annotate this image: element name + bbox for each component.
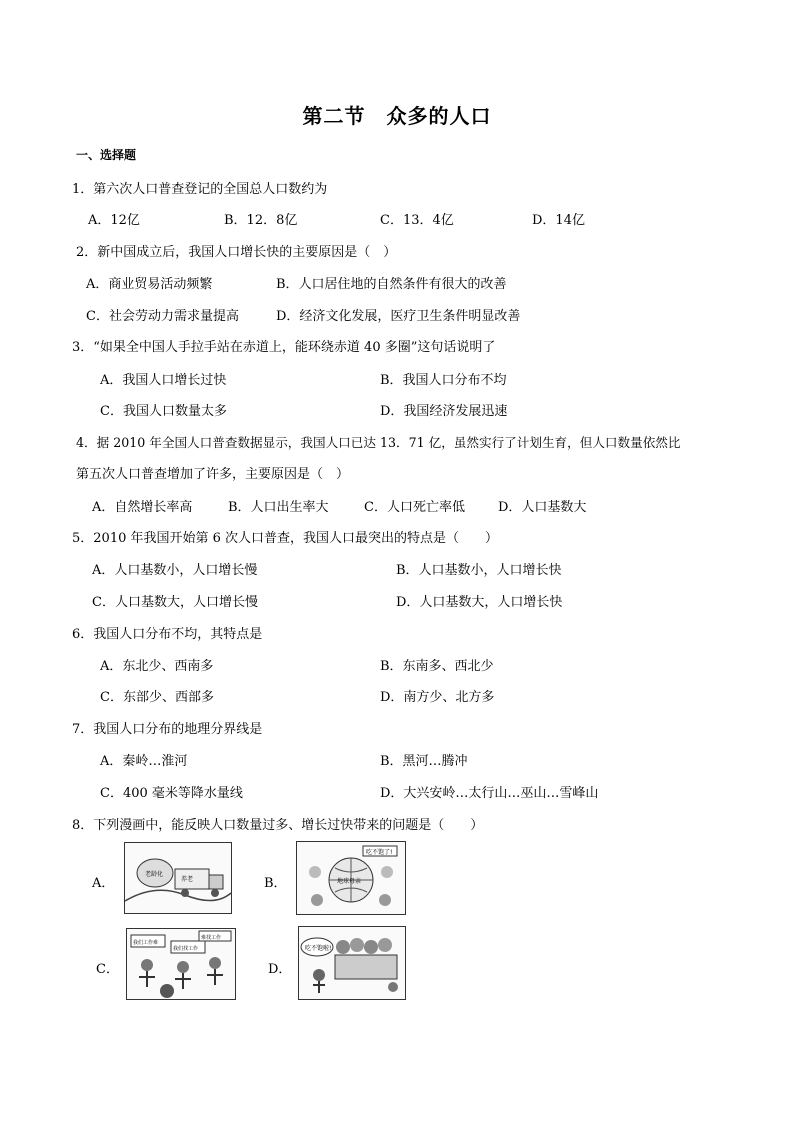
q4-option-a[interactable]: A．自然增长率高 xyxy=(92,500,193,515)
q6-option-b[interactable]: B．东南多、西北少 xyxy=(380,659,494,674)
cartoon-d-drawing xyxy=(299,927,405,999)
q4-option-d[interactable]: D．人口基数大 xyxy=(498,500,587,515)
section-heading: 一、选择题 xyxy=(76,148,137,162)
q8-option-a-label[interactable]: A． xyxy=(92,876,115,891)
question-8-stem: 8．下列漫画中，能反映人口数量过多、增长过快带来的问题是（ ） xyxy=(72,818,484,833)
cartoon-d-text-1: 吃不饱啦! xyxy=(305,945,332,952)
q6-option-c[interactable]: C．东部少、西部多 xyxy=(100,690,214,705)
cartoon-a-text-2: 养老 xyxy=(181,876,194,883)
q3-option-c[interactable]: C．我国人口数量太多 xyxy=(100,404,227,419)
question-1-stem: 1．第六次人口普查登记的全国总人口数约为 xyxy=(72,182,328,197)
q7-option-b[interactable]: B．黑河…腾冲 xyxy=(380,754,468,769)
q3-option-a[interactable]: A．我国人口增长过快 xyxy=(100,373,227,388)
q8-option-b-label[interactable]: B． xyxy=(264,876,287,891)
question-7-stem: 7．我国人口分布的地理分界线是 xyxy=(72,722,263,737)
q4-option-c[interactable]: C．人口死亡率低 xyxy=(364,500,465,515)
cartoon-c-text-3: 难找工作 xyxy=(201,935,222,941)
q3-option-b[interactable]: B．我国人口分布不均 xyxy=(380,373,507,388)
cartoon-b-text-1: 吃不饱了! xyxy=(366,849,393,856)
page-title: 第二节 众多的人口 xyxy=(302,104,492,128)
cartoon-c-drawing xyxy=(127,929,235,999)
cartoon-c-text-2: 我们找工作 xyxy=(173,946,199,952)
q2-option-a[interactable]: A．商业贸易活动频繁 xyxy=(86,277,213,292)
question-3-stem: 3．“如果全中国人手拉手站在赤道上，能环绕赤道 40 多圈”这句话说明了 xyxy=(72,340,496,355)
q5-option-b[interactable]: B．人口基数小，人口增长快 xyxy=(396,563,562,578)
q7-option-d[interactable]: D．大兴安岭…太行山…巫山…雪峰山 xyxy=(380,786,599,801)
cartoon-d-image[interactable] xyxy=(298,926,406,1000)
cartoon-b-image[interactable] xyxy=(296,841,406,915)
q1-option-c[interactable]: C．13．4亿 xyxy=(380,213,454,228)
cartoon-c-image[interactable] xyxy=(126,928,236,1000)
q7-option-a[interactable]: A．秦岭…淮河 xyxy=(100,754,188,769)
cartoon-b-drawing xyxy=(297,842,405,914)
cartoon-b-text-2: 地球母亲 xyxy=(337,878,362,885)
question-6-stem: 6．我国人口分布不均，其特点是 xyxy=(72,627,263,642)
cartoon-c-text-1: 我们工作难 xyxy=(133,940,159,946)
q3-option-d[interactable]: D．我国经济发展迅速 xyxy=(380,404,508,419)
q8-option-d-label[interactable]: D． xyxy=(268,962,292,977)
q4-option-b[interactable]: B．人口出生率大 xyxy=(228,500,329,515)
q2-option-d[interactable]: D．经济文化发展，医疗卫生条件明显改善 xyxy=(276,309,521,324)
cartoon-a-text-1: 老龄化 xyxy=(145,871,164,878)
q1-option-d[interactable]: D．14亿 xyxy=(532,213,585,228)
q5-option-a[interactable]: A．人口基数小，人口增长慢 xyxy=(92,563,258,578)
q2-option-c[interactable]: C．社会劳动力需求量提高 xyxy=(86,309,239,324)
question-4-stem-continued: 第五次人口普查增加了许多，主要原因是（ ） xyxy=(76,467,350,482)
cartoon-a-image[interactable] xyxy=(124,842,232,914)
q1-option-b[interactable]: B．12．8亿 xyxy=(224,213,298,228)
question-4-stem: 4．据 2010 年全国人口普查数据显示，我国人口已达 13．71 亿，虽然实行了计划生育，但人口数量依然比 xyxy=(76,435,681,450)
question-2-stem: 2．新中国成立后，我国人口增长快的主要原因是（ ） xyxy=(76,245,397,260)
q6-option-a[interactable]: A．东北少、西南多 xyxy=(100,659,214,674)
q7-option-c[interactable]: C．400 毫米等降水量线 xyxy=(100,786,243,801)
q8-option-c-label[interactable]: C． xyxy=(96,962,119,977)
q5-option-d[interactable]: D．人口基数大，人口增长快 xyxy=(396,595,563,610)
q1-option-a[interactable]: A．12亿 xyxy=(88,213,140,228)
cartoon-a-drawing xyxy=(125,843,231,913)
q6-option-d[interactable]: D．南方少、北方多 xyxy=(380,690,495,705)
question-5-stem: 5．2010 年我国开始第 6 次人口普查，我国人口最突出的特点是（ ） xyxy=(72,531,499,546)
q5-option-c[interactable]: C．人口基数大，人口增长慢 xyxy=(92,595,258,610)
q2-option-b[interactable]: B．人口居住地的自然条件有很大的改善 xyxy=(276,277,507,292)
